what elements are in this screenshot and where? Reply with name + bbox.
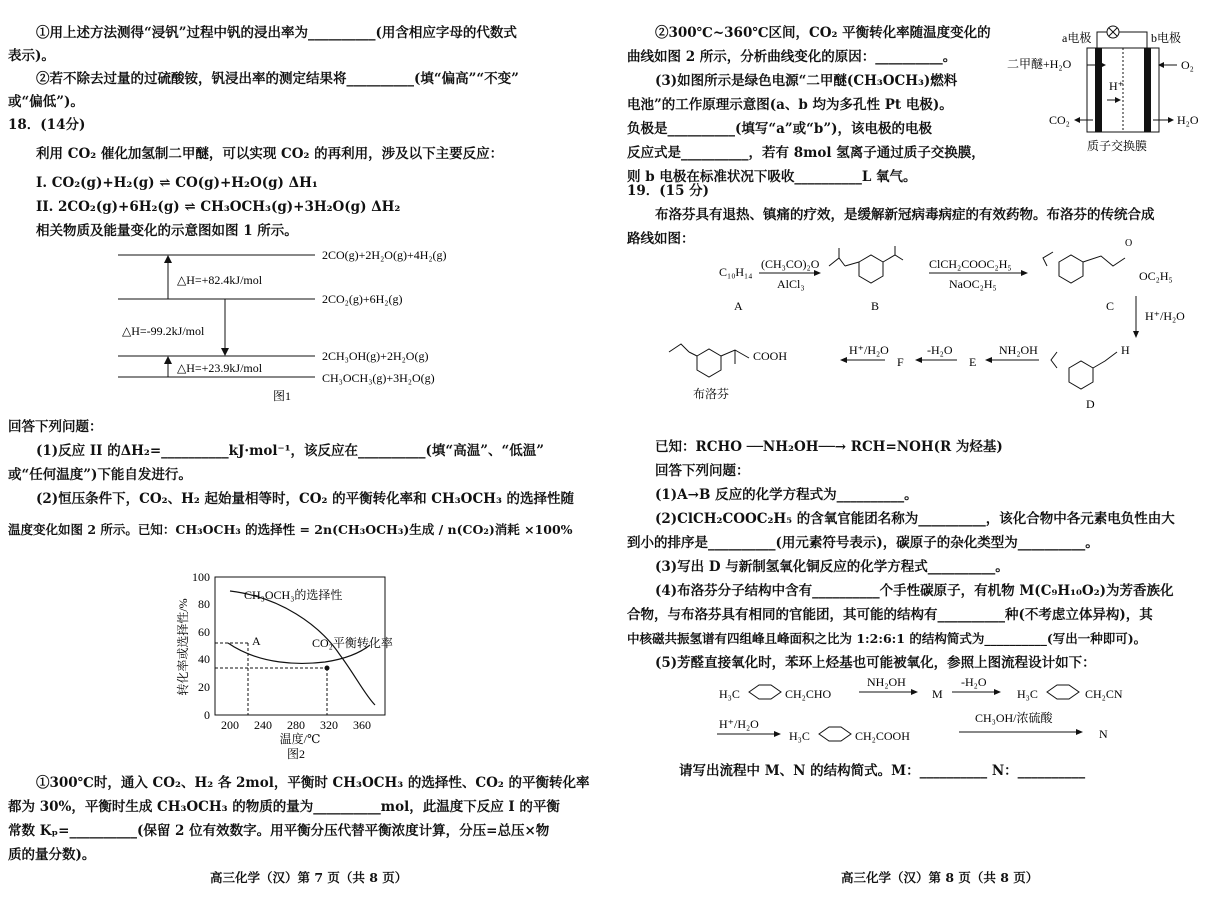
text-line: 回答下列问题：	[8, 419, 103, 435]
text-line: (5)芳醛直接氧化时，苯环上烃基也可能被氧化，参照上图流程设计如下：	[655, 655, 1096, 671]
text-line: 路线如图：	[627, 231, 695, 247]
electrode-b-label: b电极	[1151, 31, 1182, 45]
question-19-heading: 19．(15 分)	[627, 183, 710, 199]
figure-2-chart	[170, 565, 400, 765]
diagram-text: H₃C	[1017, 687, 1038, 701]
x-tick: 280	[287, 718, 305, 732]
reagent: (CH₃CO)₂O	[761, 257, 820, 271]
cathode-output-label: H₂O	[1177, 113, 1199, 127]
text-line: 布洛芬具有退热、镇痛的疗效，是缓解新冠病毒病症的有效药物。布洛芬的传统合成	[655, 207, 1155, 223]
x-tick: 320	[320, 718, 338, 732]
diagram-text: NH₂OH	[867, 675, 906, 689]
text-line: 到小的排序是__________(用元素符号表示)，碳原子的杂化类型为__________。	[627, 535, 1099, 551]
figure-1-caption: 图1	[273, 389, 292, 403]
x-axis-label: 温度/℃	[279, 732, 321, 746]
anode-input-label: 二甲醚+H₂O	[1007, 57, 1072, 71]
curve-2-label: CO₂平衡转化率	[312, 636, 393, 650]
y-tick: 40	[198, 652, 210, 666]
synthesis-route	[639, 238, 1209, 418]
y-tick: 80	[198, 597, 210, 611]
text-line: ②若不除去过量的过硫酸铵，钒浸出率的测定结果将__________(填“偏高”“不变”	[36, 71, 519, 87]
text-line: 请写出流程中 M、N 的结构简式。M：__________ N：__________	[679, 763, 1086, 779]
text-line: 表示)。	[8, 48, 55, 64]
proton-label: H⁺	[1109, 79, 1124, 93]
label-b: B	[871, 299, 880, 313]
dh2-label: △H=-99.2kJ/mol	[122, 324, 205, 338]
y-axis-label: 转化率或选择性/%	[176, 598, 190, 696]
known-reaction: 已知：RCHO ──NH₂OH──→ RCH=NOH(R 为烃基)	[655, 439, 1003, 455]
page-footer: 高三化学（汉）第 8 页（共 8 页）	[841, 870, 1039, 885]
selectivity-formula: 温度变化如图 2 所示。已知：CH₃OCH₃ 的选择性 = 2n(CH₃OCH₃)生成 / n(CO₂)消耗 ×100%	[8, 522, 573, 537]
reagent: H⁺/H₂O	[849, 343, 889, 357]
label-a: A	[734, 299, 743, 313]
fuel-cell-diagram	[1007, 20, 1217, 160]
product-n: N	[1099, 727, 1108, 741]
text-line: 或“任何温度”)下能自发进行。	[8, 467, 192, 483]
diagram-text: -H₂O	[961, 675, 987, 689]
curve-1-label: CH₃OCH₃的选择性	[244, 588, 343, 602]
diagram-text: H₃C	[719, 687, 740, 701]
text-line: (3)写出 D 与新制氢氧化铜反应的化学方程式__________。	[655, 559, 1009, 575]
text-line: 合物，与布洛芬具有相同的官能团，其可能的结构有__________种(不考虑立体异构)，其	[627, 607, 1153, 623]
aldehyde-h: H	[1121, 343, 1130, 357]
intermediate-m: M	[932, 687, 943, 701]
text-line: ①300℃时，通入 CO₂、H₂ 各 2mol，平衡时 CH₃OCH₃ 的选择性、CO₂ 的平衡转化率	[36, 775, 590, 791]
level-label: CH₃OCH₃(g)+3H₂O(g)	[322, 371, 435, 385]
text-line: 都为 30%，平衡时生成 CH₃OCH₃ 的物质的量为__________mol，此温度下反应 I 的平衡	[8, 799, 560, 815]
reagent: ClCH₂COOC₂H₅	[929, 257, 1012, 271]
text-line: ①用上述方法测得“浸钒”过程中钒的浸出率为__________(用含相应字母的代数式	[36, 25, 517, 41]
text-line: 反应式是__________，若有 8mol 氢离子通过质子交换膜，	[627, 145, 985, 161]
y-tick: 60	[198, 625, 210, 639]
diagram-text: CH₂CN	[1085, 687, 1123, 701]
cooh-group: COOH	[753, 349, 788, 363]
reagent: -H₂O	[927, 343, 953, 357]
figure-2-caption: 图2	[287, 747, 306, 761]
diagram-text: CH₃OH/浓硫酸	[975, 711, 1053, 725]
text-line: 利用 CO₂ 催化加氢制二甲醚，可以实现 CO₂ 的再利用，涉及以下主要反应：	[36, 146, 504, 162]
question-18-heading: 18．(14分)	[8, 117, 86, 133]
reagent: NaOC₂H₅	[949, 277, 997, 291]
text-line: (1)反应 II 的ΔH₂=__________kJ·mol⁻¹，该反应在__________(填“高温”、“低温”	[36, 443, 544, 459]
level-label: 2CO(g)+2H₂O(g)+4H₂(g)	[322, 248, 447, 262]
level-label: 2CO₂(g)+6H₂(g)	[322, 292, 403, 306]
text-line: ②300℃~360℃区间，CO₂ 平衡转化率随温度变化的	[655, 25, 991, 41]
dh1-label: △H=+82.4kJ/mol	[177, 273, 263, 287]
x-tick: 360	[353, 718, 371, 732]
reagent: AlCl₃	[777, 277, 805, 291]
y-tick: 20	[198, 680, 210, 694]
text-line: (2)ClCH₂COOC₂H₅ 的含氧官能团名称为__________，该化合物中各元素电负性由大	[655, 511, 1175, 527]
text-line: 或“偏低”)。	[8, 94, 84, 110]
label-c: C	[1106, 299, 1115, 313]
label-e: E	[969, 355, 977, 369]
reaction-1: I. CO₂(g)+H₂(g) ⇌ CO(g)+H₂O(g) ΔH₁	[36, 175, 318, 191]
point-a-label: A	[252, 634, 261, 648]
label-f: F	[897, 355, 904, 369]
figure-1-energy-diagram	[100, 240, 500, 410]
reaction-2: II. 2CO₂(g)+6H₂(g) ⇌ CH₃OCH₃(g)+3H₂O(g) ΔH₂	[36, 199, 401, 215]
left-page	[0, 0, 600, 900]
text-line: (2)恒压条件下，CO₂、H₂ 起始量相等时，CO₂ 的平衡转化率和 CH₃OCH₃ 的选择性随	[36, 491, 575, 507]
membrane-label: 质子交换膜	[1087, 139, 1148, 153]
anode-output-label: CO₂	[1049, 113, 1070, 127]
label-d: D	[1086, 397, 1095, 411]
text-line: 负极是__________(填写“a”或“b”)，该电极的电极	[627, 121, 933, 137]
right-page	[619, 0, 1219, 900]
electrode-a-label: a电极	[1062, 31, 1092, 45]
diagram-text: CH₂CHO	[785, 687, 832, 701]
text-line: 中核磁共振氢谱有四组峰且峰面积之比为 1:2:6:1 的结构简式为__________(写出一种即可)。	[627, 631, 1147, 646]
text-line: (4)布洛芬分子结构中含有__________个手性碳原子，有机物 M(C₉H₁₀O₂)为芳香族化	[655, 583, 1174, 599]
text-line: 电池”的工作原理示意图(a、b 均为多孔性 Pt 电极)。	[627, 97, 953, 113]
text-line: 回答下列问题：	[655, 463, 750, 479]
compound-a-formula: C₁₀H₁₄	[719, 265, 753, 279]
ibuprofen-label: 布洛芬	[693, 387, 730, 401]
level-label: 2CH₃OH(g)+2H₂O(g)	[322, 349, 429, 363]
reagent: H⁺/H₂O	[1145, 309, 1185, 323]
text-line: 相关物质及能量变化的示意图如图 1 所示。	[36, 223, 298, 239]
text-line: (3)如图所示是绿色电源“二甲醚(CH₃OCH₃)燃料	[655, 73, 958, 89]
y-tick: 0	[204, 708, 210, 722]
text-line: 则 b 电极在标准状况下吸收__________L 氧气。	[627, 169, 917, 185]
x-tick: 200	[221, 718, 239, 732]
diagram-text: CH₂COOH	[855, 729, 910, 743]
diagram-text: H₃C	[789, 729, 810, 743]
diagram-text: H⁺/H₂O	[719, 717, 759, 731]
text-line: (1)A→B 反应的化学方程式为__________。	[655, 487, 918, 503]
diagram-text: O	[1125, 238, 1133, 249]
dh3-label: △H=+23.9kJ/mol	[177, 361, 263, 375]
y-tick: 100	[192, 570, 210, 584]
text-line: 常数 Kₚ=__________(保留 2 位有效数字。用平衡分压代替平衡浓度计算，分压=总压×物	[8, 823, 550, 839]
text-line: 质的量分数)。	[8, 847, 96, 863]
ester-group: OC₂H₅	[1139, 269, 1173, 283]
page-footer: 高三化学（汉）第 7 页（共 8 页）	[210, 870, 408, 885]
x-tick: 240	[254, 718, 272, 732]
reagent: NH₂OH	[999, 343, 1038, 357]
text-line: 曲线如图 2 所示，分析曲线变化的原因：__________。	[627, 49, 957, 65]
cathode-input-label: O₂	[1181, 58, 1194, 72]
design-flow	[649, 672, 1209, 752]
